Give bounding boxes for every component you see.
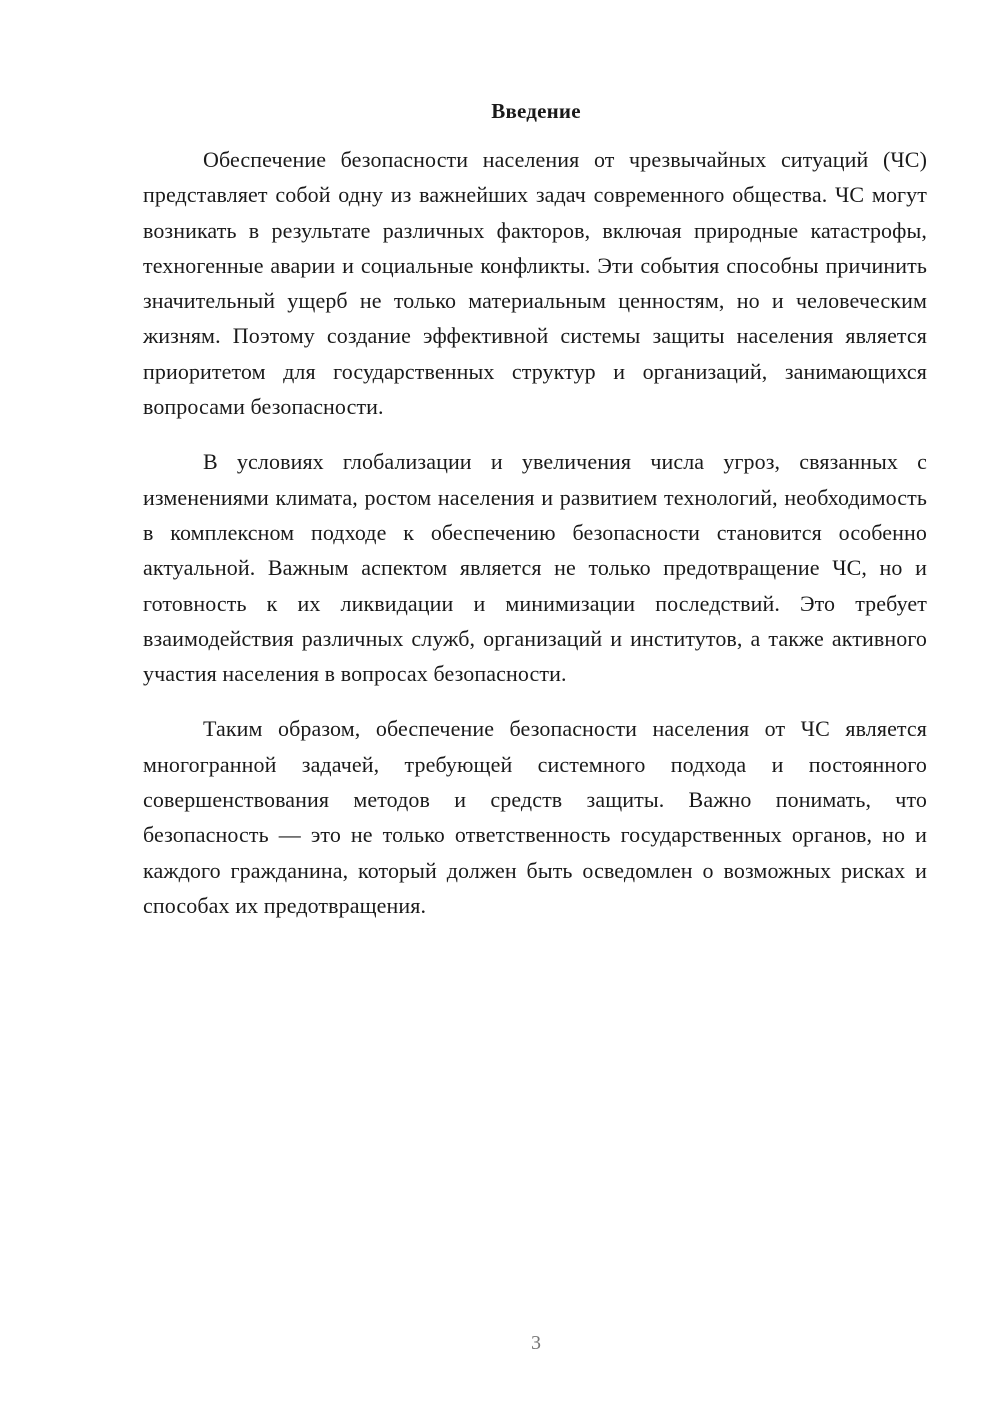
paragraph-1: Обеспечение безопасности населения от чрезвычайных ситуаций (ЧС) представляет собой одну из важнейших задач современного общества. ЧС могут возникать в результате различных факторов, включая природные катастрофы, техногенные аварии и социальные конфликты. Эти события способны причинить значительный ущерб не только материальным ценностям, но и человеческим жизням. Поэтому создание эффективной системы защиты населения является приоритетом для государственных структур и организаций, занимающихся вопросами безопасности. bbox=[143, 147, 927, 420]
paragraph-3: Таким образом, обеспечение безопасности населения от ЧС является многогранной задачей, требующей системного подхода и постоянного совершенствования методов и средств защиты. Важно понимать, что безопасность — это не только ответственность государственных органов, но и каждого гражданина, который должен быть осведомлен о возможных рисках и способах их предотвращения. bbox=[143, 716, 927, 918]
page-number: 3 bbox=[531, 1332, 541, 1354]
paragraph-2: В условиях глобализации и увеличения числа угроз, связанных с изменениями климата, ростом населения и развитием технологий, необходимость в комплексном подходе к обеспечению безопасности становится особенно актуальной. Важным аспектом является не только предотвращение ЧС, но и готовность к их ликвидации и минимизации последствий. Это требует взаимодействия различных служб, организаций и институтов, а также активного участия населения в вопросах безопасности. bbox=[143, 449, 927, 687]
body-text bbox=[143, 142, 927, 943]
page-title: Введение bbox=[491, 99, 581, 123]
